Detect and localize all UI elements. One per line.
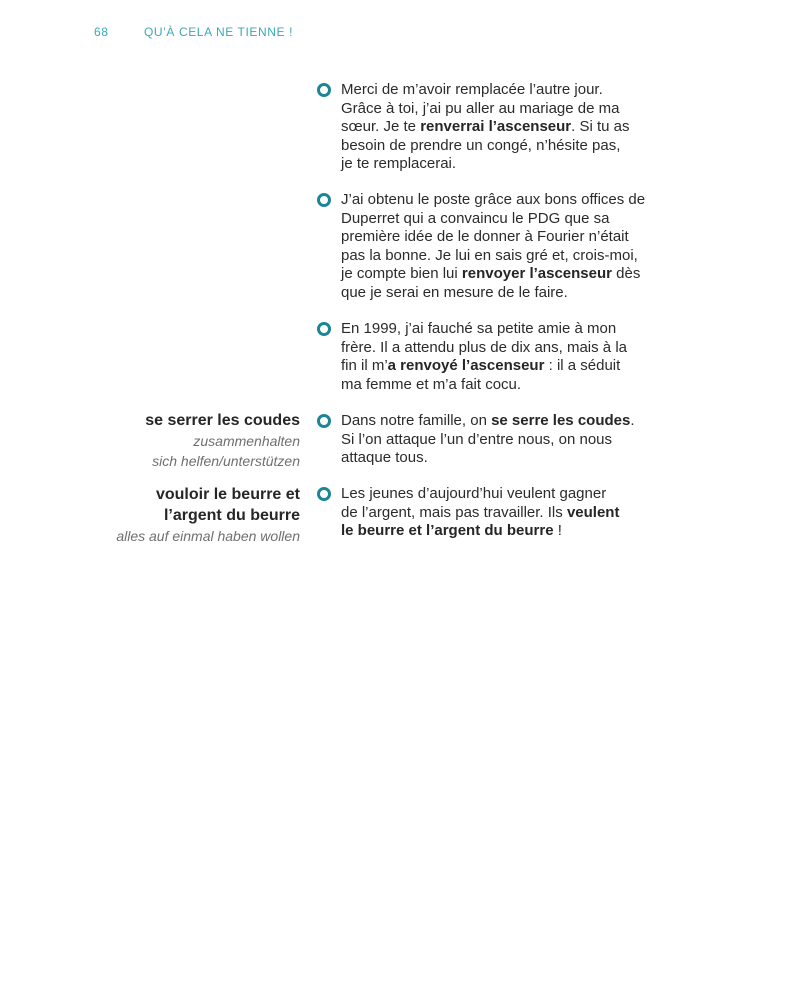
example-segment: frère. Il a attendu plus de dix ans, mais à la bbox=[341, 338, 627, 356]
chapter-title: QU’À CELA NE TIENNE ! bbox=[143, 25, 294, 39]
idiom-highlight: veulent bbox=[566, 503, 620, 521]
example-line bbox=[341, 155, 647, 174]
example-segment: besoin de prendre un congé, n’hésite pas, bbox=[341, 136, 621, 154]
running-head bbox=[94, 25, 293, 43]
page-number: 68 bbox=[94, 25, 109, 39]
example-line bbox=[341, 284, 647, 303]
example-sentence bbox=[317, 320, 647, 394]
example-segment: je compte bien lui bbox=[341, 265, 462, 283]
idiom-entry-vouloir-le-beurre bbox=[40, 484, 300, 546]
example-segment: fin il m’ bbox=[341, 357, 388, 375]
example-segment: ma femme et m’a fait cocu. bbox=[341, 375, 522, 393]
example-segment: Duperret qui a convaincu le PDG que sa bbox=[341, 209, 610, 227]
example-line bbox=[341, 357, 647, 376]
example-line bbox=[341, 504, 647, 523]
idiom-highlight: renverrai l’ascenseur bbox=[420, 118, 572, 136]
example-segment: première idée de le donner à Fourier n’était bbox=[341, 228, 629, 246]
example-sentence bbox=[317, 81, 647, 174]
bullet-ring-icon bbox=[317, 322, 331, 336]
example-segment: ! bbox=[553, 522, 562, 540]
bullet-ring-icon bbox=[317, 83, 331, 97]
example-line bbox=[341, 265, 647, 284]
example-sentence bbox=[317, 412, 647, 468]
example-line bbox=[341, 376, 647, 395]
example-segment: sœur. Je te bbox=[341, 118, 421, 136]
idiom-term: vouloir le beurre et bbox=[155, 486, 300, 503]
example-segment: J’ai obtenu le poste grâce aux bons offices de bbox=[341, 191, 646, 208]
example-text bbox=[341, 81, 647, 174]
example-line bbox=[341, 118, 647, 137]
example-line bbox=[341, 228, 647, 247]
example-line bbox=[341, 137, 647, 156]
example-sentence bbox=[317, 191, 647, 303]
bullet-ring-icon bbox=[317, 414, 331, 428]
example-line bbox=[341, 412, 647, 431]
example-segment: pas la bonne. Je lui en sais gré et, crois-moi, bbox=[341, 246, 638, 264]
idiom-translation: zusammenhalten bbox=[193, 433, 300, 449]
example-sentence bbox=[317, 485, 647, 541]
idiom-highlight: a renvoyé l’ascenseur bbox=[387, 357, 545, 375]
example-segment: Si l’on attaque l’un d’entre nous, on nous bbox=[341, 430, 613, 448]
example-segment: Dans notre famille, on bbox=[341, 412, 492, 429]
example-line bbox=[341, 247, 647, 266]
example-segment: En 1999, j’ai fauché sa petite amie à mon bbox=[341, 320, 617, 337]
idiom-entry-se-serrer-les-coudes bbox=[40, 410, 300, 471]
idiom-highlight: renvoyer l’ascenseur bbox=[461, 265, 612, 283]
example-segment: . Si tu as bbox=[571, 118, 630, 136]
example-line bbox=[341, 449, 647, 468]
example-segment: de l’argent, mais pas travailler. Ils bbox=[341, 503, 567, 521]
example-line bbox=[341, 100, 647, 119]
bullet-ring-icon bbox=[317, 193, 331, 207]
idiom-translation: sich helfen/unterstützen bbox=[152, 453, 300, 469]
example-text bbox=[341, 320, 647, 394]
example-segment: que je serai en mesure de le faire. bbox=[341, 283, 568, 301]
idiom-translation: alles auf einmal haben wollen bbox=[116, 528, 300, 544]
example-segment: Grâce à toi, j’ai pu aller au mariage de ma bbox=[341, 99, 620, 117]
example-segment: : il a séduit bbox=[544, 357, 621, 375]
idiom-term: se serrer les coudes bbox=[145, 412, 300, 429]
idiom-term: l’argent du beurre bbox=[163, 507, 300, 524]
example-segment: je te remplacerai. bbox=[341, 155, 457, 173]
example-line bbox=[341, 339, 647, 358]
idiom-highlight: se serre les coudes bbox=[491, 412, 631, 429]
example-segment: . bbox=[630, 412, 635, 429]
example-line bbox=[341, 522, 647, 541]
example-line bbox=[341, 431, 647, 450]
example-line bbox=[341, 210, 647, 229]
example-text bbox=[341, 191, 647, 303]
example-line bbox=[341, 485, 647, 504]
example-segment: Les jeunes d’aujourd’hui veulent gagner bbox=[341, 485, 607, 502]
idiom-highlight: le beurre et l’argent du beurre bbox=[341, 522, 554, 540]
example-segment: dès bbox=[612, 265, 641, 283]
example-line bbox=[341, 320, 647, 339]
example-text bbox=[341, 412, 647, 468]
example-line bbox=[341, 191, 647, 210]
example-line bbox=[341, 81, 647, 100]
example-text bbox=[341, 485, 647, 541]
bullet-ring-icon bbox=[317, 487, 331, 501]
example-segment: attaque tous. bbox=[341, 449, 428, 467]
example-segment: Merci de m’avoir remplacée l’autre jour. bbox=[341, 81, 603, 98]
